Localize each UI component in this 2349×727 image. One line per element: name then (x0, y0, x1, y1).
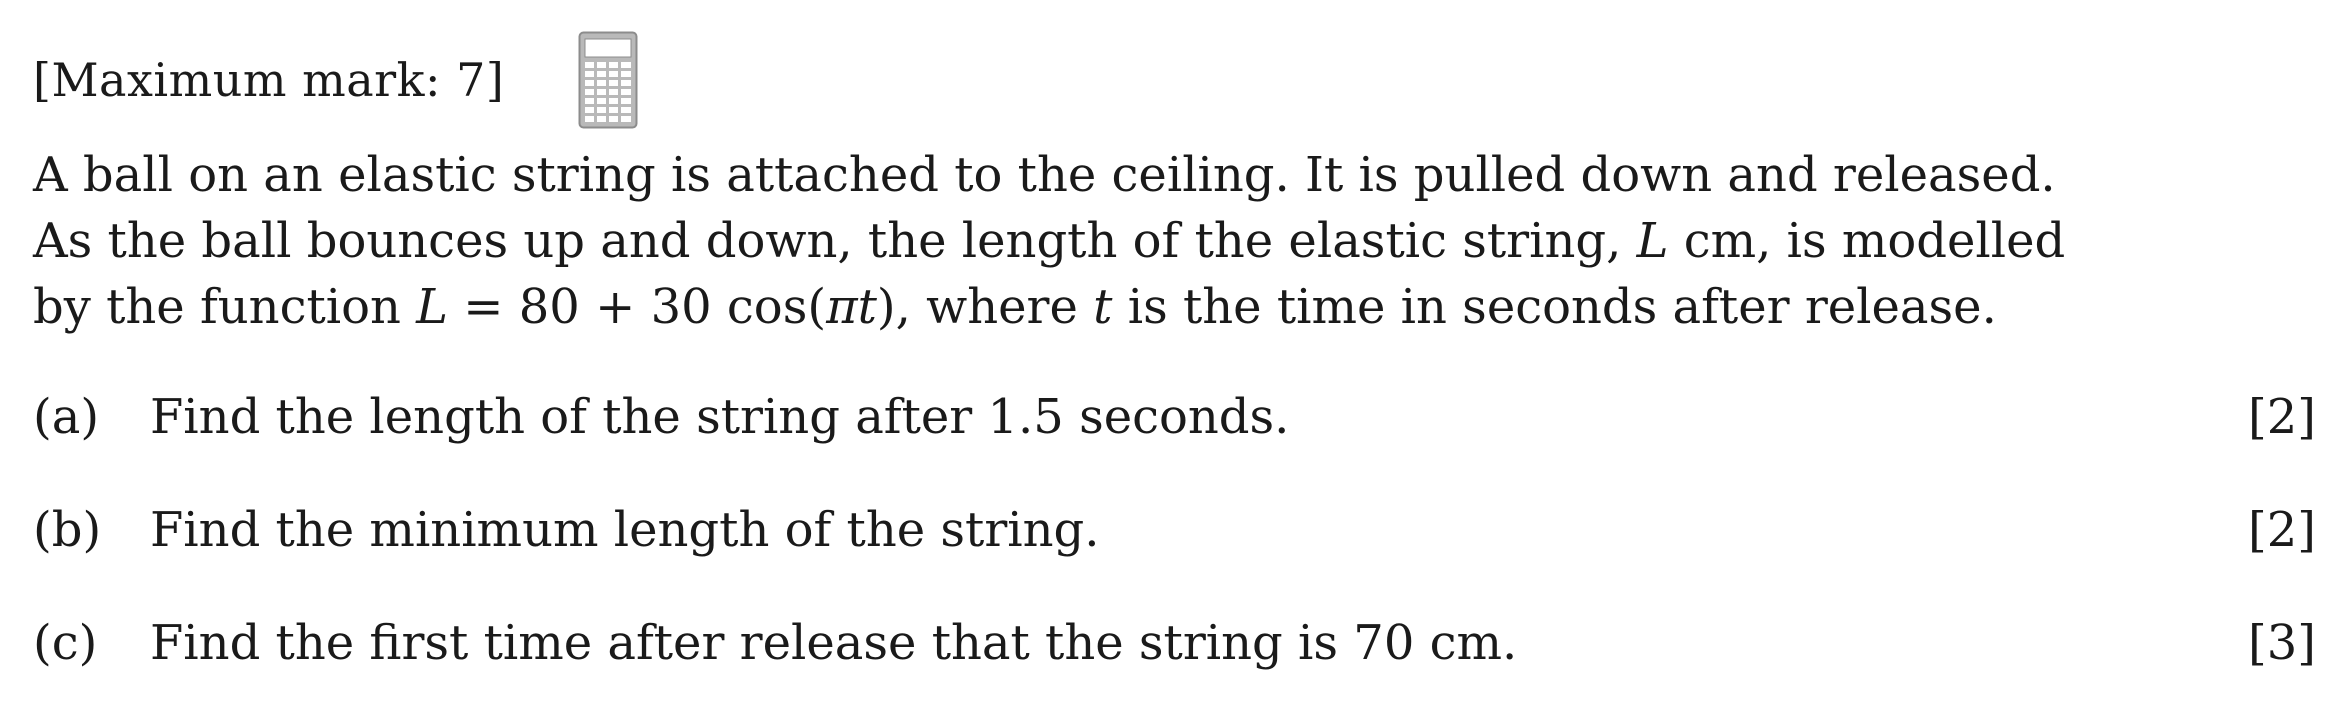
variable-L: L (1636, 213, 1669, 269)
part-label: (b) (33, 502, 102, 558)
stem-line-3 (33, 274, 2133, 340)
stem-line-1: A ball on an elastic string is attached to the ceiling. It is pulled down and released. (33, 147, 2056, 203)
question-part-b (33, 497, 2316, 563)
part-marks: [3] (2248, 615, 2316, 671)
part-marks: [2] (2248, 389, 2316, 445)
question-part-c (33, 610, 2316, 676)
part-text: Find the length of the string after 1.5 seconds. (150, 389, 1290, 445)
function-argument: πt (826, 279, 877, 335)
variable-t: t (1093, 279, 1113, 335)
part-marks: [2] (2248, 502, 2316, 558)
part-text: Find the minimum length of the string. (150, 502, 1100, 558)
stem-line-3-text-b: ), where (876, 279, 1094, 335)
function-variable-L: L (416, 279, 449, 335)
part-label: (c) (33, 615, 98, 671)
maximum-mark-label: [Maximum mark: 7] (33, 53, 505, 107)
part-label: (a) (33, 389, 100, 445)
question-stem (33, 142, 2133, 340)
stem-line-3-text-a: by the function (33, 279, 417, 335)
question-header (33, 30, 638, 130)
function-equation: = 80 + 30 cos( (448, 279, 827, 335)
stem-line-2-text-a: As the ball bounces up and down, the length of the elastic string, (33, 213, 1637, 269)
calculator-icon (578, 31, 638, 129)
stem-line-3-text-c: is the time in seconds after release. (1112, 279, 1997, 335)
question-part-a (33, 384, 2316, 450)
stem-line-2-text-b: cm, is modelled (1668, 213, 2066, 269)
part-text: Find the first time after release that the string is 70 cm. (150, 615, 1518, 671)
stem-line-2 (33, 208, 2133, 274)
